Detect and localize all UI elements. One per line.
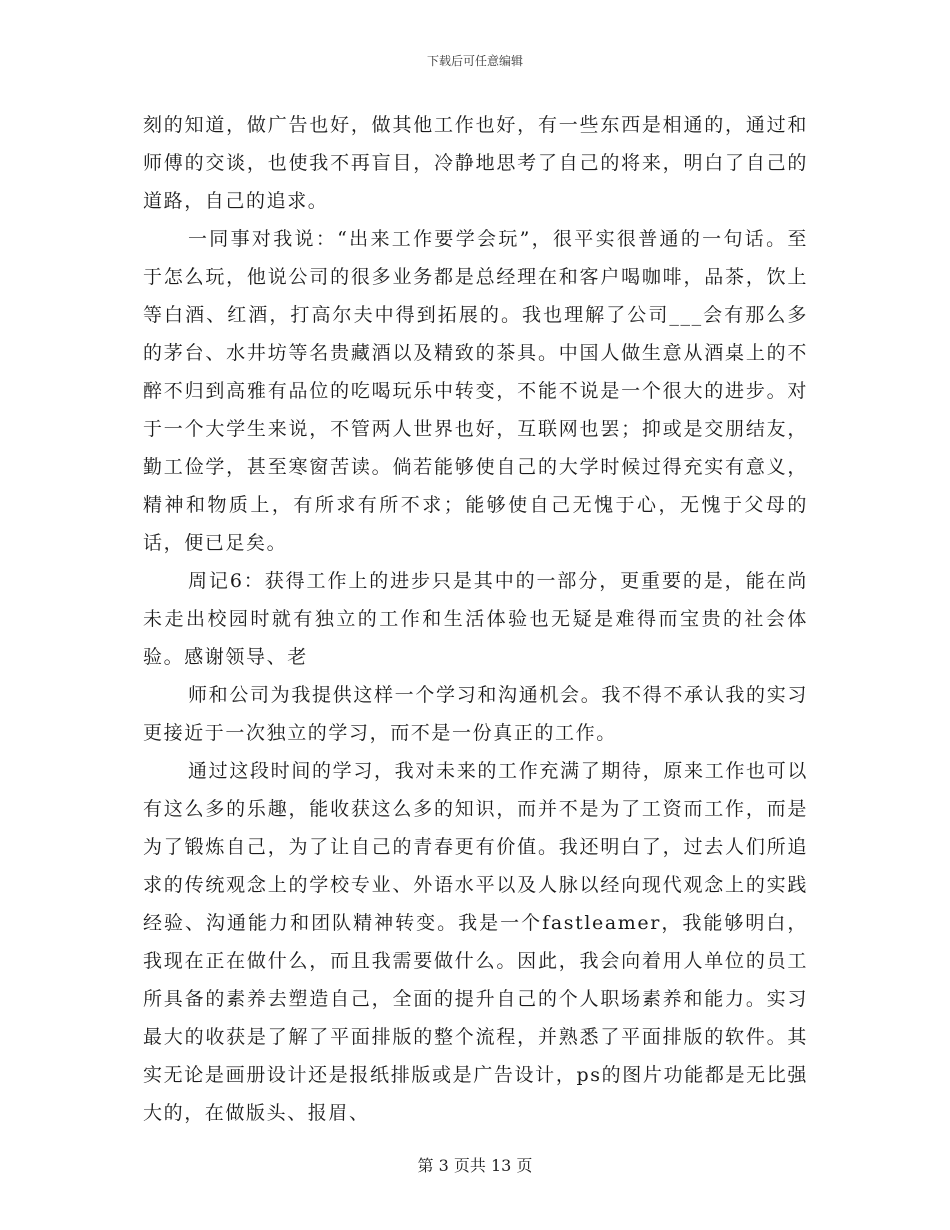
page-number: 第 3 页共 13 页: [417, 1156, 533, 1175]
page-header-note: 下载后可任意编辑: [426, 54, 523, 68]
document-body: [143, 106, 808, 1132]
paragraph-colleague-advice: 一同事对我说：“出来工作要学会玩”，很平实很普通的一句话。至于怎么玩，他说公司的很多业务都是总经理在和客户喝咖啡，品茶，饮上等白酒、红酒，打高尔夫中得到拓展的。我也理解了公司___会有那么多的茅台、水井坊等名贵藏酒以及精致的茶具。中国人做生意从酒桌上的不醉不归到高雅有品位的吃喝玩乐中转变，不能不说是一个很大的进步。对于一个大学生来说，不管两人世界也好，互联网也罢；抑或是交朋结友，勤工俭学，甚至寒窗苦读。倘若能够使自己的大学时候过得充实有意义，精神和物质上，有所求有所不求；能够使自己无愧于心，无愧于父母的话，便已足矣。: [143, 228, 808, 554]
paragraph-thanks: 师和公司为我提供这样一个学习和沟通机会。我不得不承认我的实习更接近于一次独立的学习，而不是一份真正的工作。: [143, 684, 808, 744]
paragraph-reflection: 通过这段时间的学习，我对未来的工作充满了期待，原来工作也可以有这么多的乐趣，能收获这么多的知识，而并不是为了工资而工作，而是为了锻炼自己，为了让自己的青春更有价值。我还明白了，过去人们所追求的传统观念上的学校专业、外语水平以及人脉以经向现代观念上的实践经验、沟通能力和团队精神转变。我是一个fastleamer，我能够明白，我现在正在做什么，而且我需要做什么。因此，我会向着用人单位的员工所具备的素养去塑造自己，全面的提升自己的个人职场素养和能力。实习最大的收获是了解了平面排版的整个流程，并熟悉了平面排版的软件。其实无论是画册设计还是报纸排版或是广告设计，ps的图片功能都是无比强大的，在做版头、报眉、: [143, 760, 808, 1124]
paragraph-weekly-note-6: 周记6：获得工作上的进步只是其中的一部分，更重要的是，能在尚未走出校园时就有独立的工作和生活体验也无疑是难得而宝贵的社会体验。感谢领导、老: [143, 570, 808, 668]
paragraph-continuation: 刻的知道，做广告也好，做其他工作也好，有一些东西是相通的，通过和师傅的交谈，也使我不再盲目，冷静地思考了自己的将来，明白了自己的道路，自己的追求。: [143, 114, 808, 212]
